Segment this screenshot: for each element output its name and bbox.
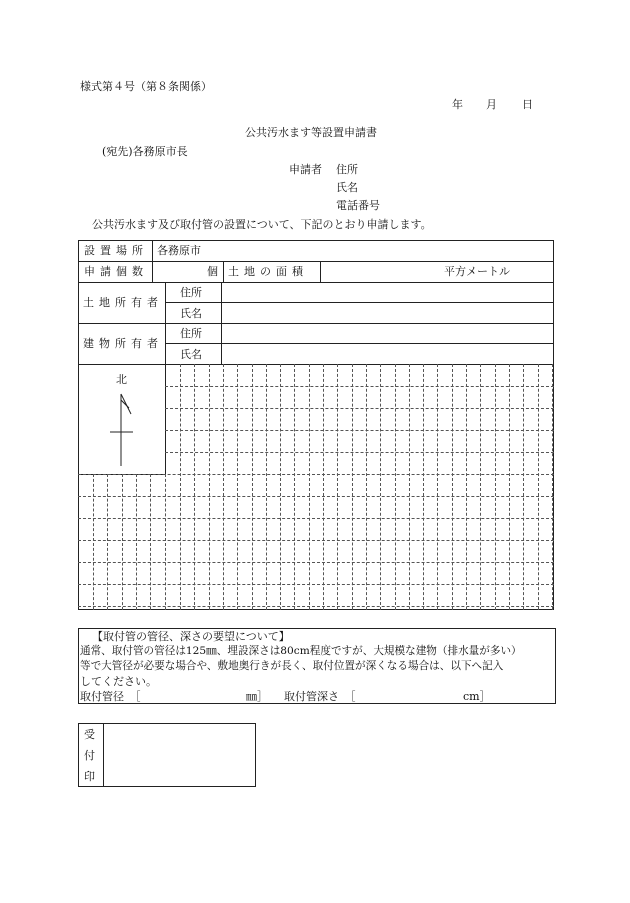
request-line-2: 等で大管径が必要な場合や、敷地奥行きが長く、取付位置が深くなる場合は、以下へ記入 — [80, 660, 504, 672]
grid-line — [237, 364, 238, 610]
reception-stamp-box — [78, 723, 256, 787]
area-label: 土地の面積 — [228, 265, 308, 278]
page-title: 公共汚水ます等設置申請書 — [245, 126, 377, 139]
north-arrow-icon — [105, 392, 137, 468]
grid-line — [352, 364, 353, 610]
request-line-1: 通常、取付管の管径は125㎜、埋設深さは80cm程度ですが、大規模な建物（排水量が多い） — [80, 645, 522, 657]
addressee: (宛先)各務原市長 — [102, 145, 188, 158]
grid-line — [252, 364, 253, 610]
grid-line — [552, 364, 553, 610]
building-owner-label: 建物所有者 — [83, 337, 163, 350]
grid-line — [122, 474, 123, 610]
grid-line — [523, 364, 524, 610]
grid-line — [409, 364, 410, 610]
grid-line — [423, 364, 424, 610]
land-owner-label: 土地所有者 — [83, 296, 163, 309]
grid-line — [93, 474, 94, 610]
stamp-char-2: 付 — [84, 749, 95, 762]
grid-line — [380, 364, 381, 610]
date-day: 日 — [522, 98, 533, 111]
north-divider — [165, 364, 166, 474]
grid-line — [180, 364, 181, 610]
building-owner-address-label: 住所 — [180, 327, 202, 340]
form-number: 様式第４号（第８条関係） — [80, 80, 212, 93]
building-owner-name-label: 氏名 — [180, 348, 202, 361]
diameter-label: 取付管径 ［ — [80, 690, 141, 703]
grid-line — [223, 364, 224, 610]
grid-line — [165, 474, 166, 610]
land-owner-name-label: 氏名 — [180, 307, 202, 320]
grid-line — [294, 364, 295, 610]
grid-line — [309, 364, 310, 610]
application-statement: 公共汚水ます及び取付管の設置について、下記のとおり申請します。 — [92, 218, 432, 231]
grid-line — [437, 364, 438, 610]
request-heading: 【取付管の管径、深さの要望について】 — [92, 630, 290, 643]
grid-line — [323, 364, 324, 610]
applicant-label: 申請者 — [289, 163, 322, 176]
depth-label: 取付管深さ ［ — [284, 690, 356, 703]
count-unit: 個 — [207, 265, 218, 278]
grid-line — [452, 364, 453, 610]
grid-line — [495, 364, 496, 610]
grid-line — [209, 364, 210, 610]
grid-line — [136, 474, 137, 610]
grid-line — [194, 364, 195, 610]
applicant-address-label: 住所 — [336, 163, 358, 176]
grid-line — [538, 364, 539, 610]
request-line-3: してください。 — [80, 675, 157, 688]
grid-line — [266, 364, 267, 610]
applicant-phone-label: 電話番号 — [336, 199, 380, 212]
stamp-char-1: 受 — [84, 728, 95, 741]
location-label: 設置場所 — [84, 244, 148, 257]
applicant-name-label: 氏名 — [336, 181, 358, 194]
land-owner-address-label: 住所 — [180, 286, 202, 299]
location-value: 各務原市 — [157, 244, 201, 257]
date-year: 年 — [452, 98, 463, 111]
stamp-char-3: 印 — [84, 770, 95, 783]
grid-line — [107, 474, 108, 610]
grid-line — [395, 364, 396, 610]
grid-line — [509, 364, 510, 610]
area-unit: 平方メートル — [444, 265, 510, 278]
date-month: 月 — [486, 98, 497, 111]
grid-line — [466, 364, 467, 610]
grid-line — [150, 474, 151, 610]
depth-unit: cm］ — [463, 690, 491, 703]
diameter-unit: ㎜］ — [246, 690, 268, 703]
count-label: 申請個数 — [84, 265, 148, 278]
grid-line — [337, 364, 338, 610]
grid-line — [480, 364, 481, 610]
north-label: 北 — [116, 373, 127, 386]
grid-line — [280, 364, 281, 610]
grid-line — [366, 364, 367, 610]
